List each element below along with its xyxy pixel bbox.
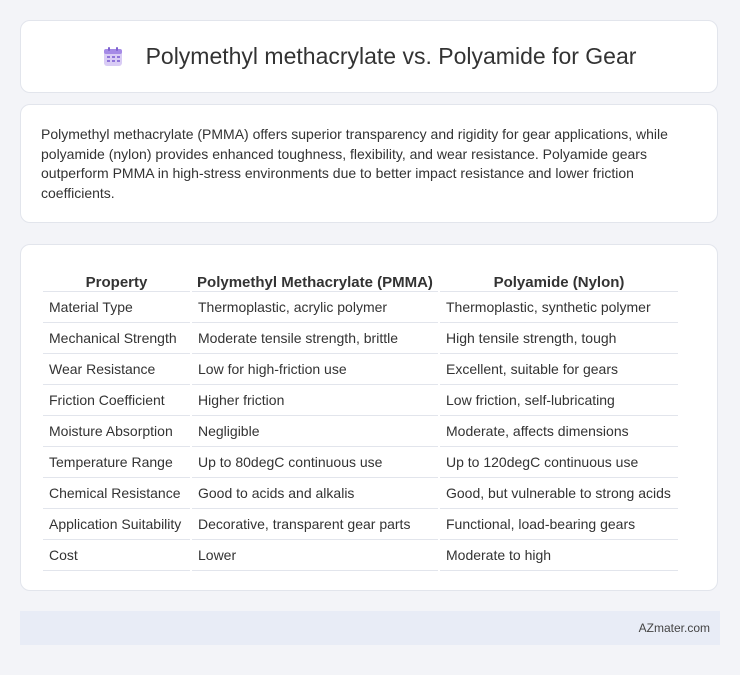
table-header-row: [43, 265, 678, 292]
cell-property: Moisture Absorption: [43, 416, 190, 447]
cell-nylon: Excellent, suitable for gears: [440, 354, 678, 385]
table-row: [43, 416, 678, 447]
cell-pmma: Negligible: [192, 416, 438, 447]
cell-pmma: Higher friction: [192, 385, 438, 416]
cell-pmma: Lower: [192, 540, 438, 571]
table-row: [43, 509, 678, 540]
column-header-nylon: Polyamide (Nylon): [440, 265, 678, 292]
calendar-icon: [102, 46, 124, 68]
cell-property: Chemical Resistance: [43, 478, 190, 509]
cell-property: Material Type: [43, 292, 190, 323]
table-row: [43, 354, 678, 385]
cell-property: Friction Coefficient: [43, 385, 190, 416]
column-header-property: Property: [43, 265, 190, 292]
table-row: [43, 540, 678, 571]
cell-property: Wear Resistance: [43, 354, 190, 385]
column-header-pmma: Polymethyl Methacrylate (PMMA): [192, 265, 438, 292]
cell-pmma: Good to acids and alkalis: [192, 478, 438, 509]
cell-nylon: Up to 120degC continuous use: [440, 447, 678, 478]
cell-nylon: Thermoplastic, synthetic polymer: [440, 292, 678, 323]
table-row: [43, 292, 678, 323]
cell-nylon: Functional, load-bearing gears: [440, 509, 678, 540]
cell-pmma: Moderate tensile strength, brittle: [192, 323, 438, 354]
comparison-table: [41, 265, 680, 571]
footer: [20, 611, 720, 645]
title-card: [20, 20, 718, 93]
table-row: [43, 478, 678, 509]
table-row: [43, 385, 678, 416]
cell-nylon: High tensile strength, tough: [440, 323, 678, 354]
description-text: Polymethyl methacrylate (PMMA) offers superior transparency and rigidity for gear applications, while polyamide (nylon) provides enhanced toughness, flexibility, and wear resistance. Polyamide gears outperform PMMA in high-stress environments due to better impact resistance and lower friction coefficients.: [41, 126, 668, 201]
cell-property: Cost: [43, 540, 190, 571]
cell-pmma: Low for high-friction use: [192, 354, 438, 385]
footer-site: AZmater.com: [638, 621, 710, 635]
cell-pmma: Decorative, transparent gear parts: [192, 509, 438, 540]
cell-nylon: Good, but vulnerable to strong acids: [440, 478, 678, 509]
cell-nylon: Moderate to high: [440, 540, 678, 571]
cell-property: Application Suitability: [43, 509, 190, 540]
cell-property: Mechanical Strength: [43, 323, 190, 354]
table-row: [43, 323, 678, 354]
cell-nylon: Low friction, self-lubricating: [440, 385, 678, 416]
cell-nylon: Moderate, affects dimensions: [440, 416, 678, 447]
cell-property: Temperature Range: [43, 447, 190, 478]
table-row: [43, 447, 678, 478]
page-title: Polymethyl methacrylate vs. Polyamide for Gear: [145, 43, 637, 69]
description-card: [20, 104, 718, 223]
comparison-table-card: [20, 244, 718, 591]
cell-pmma: Thermoplastic, acrylic polymer: [192, 292, 438, 323]
cell-pmma: Up to 80degC continuous use: [192, 447, 438, 478]
